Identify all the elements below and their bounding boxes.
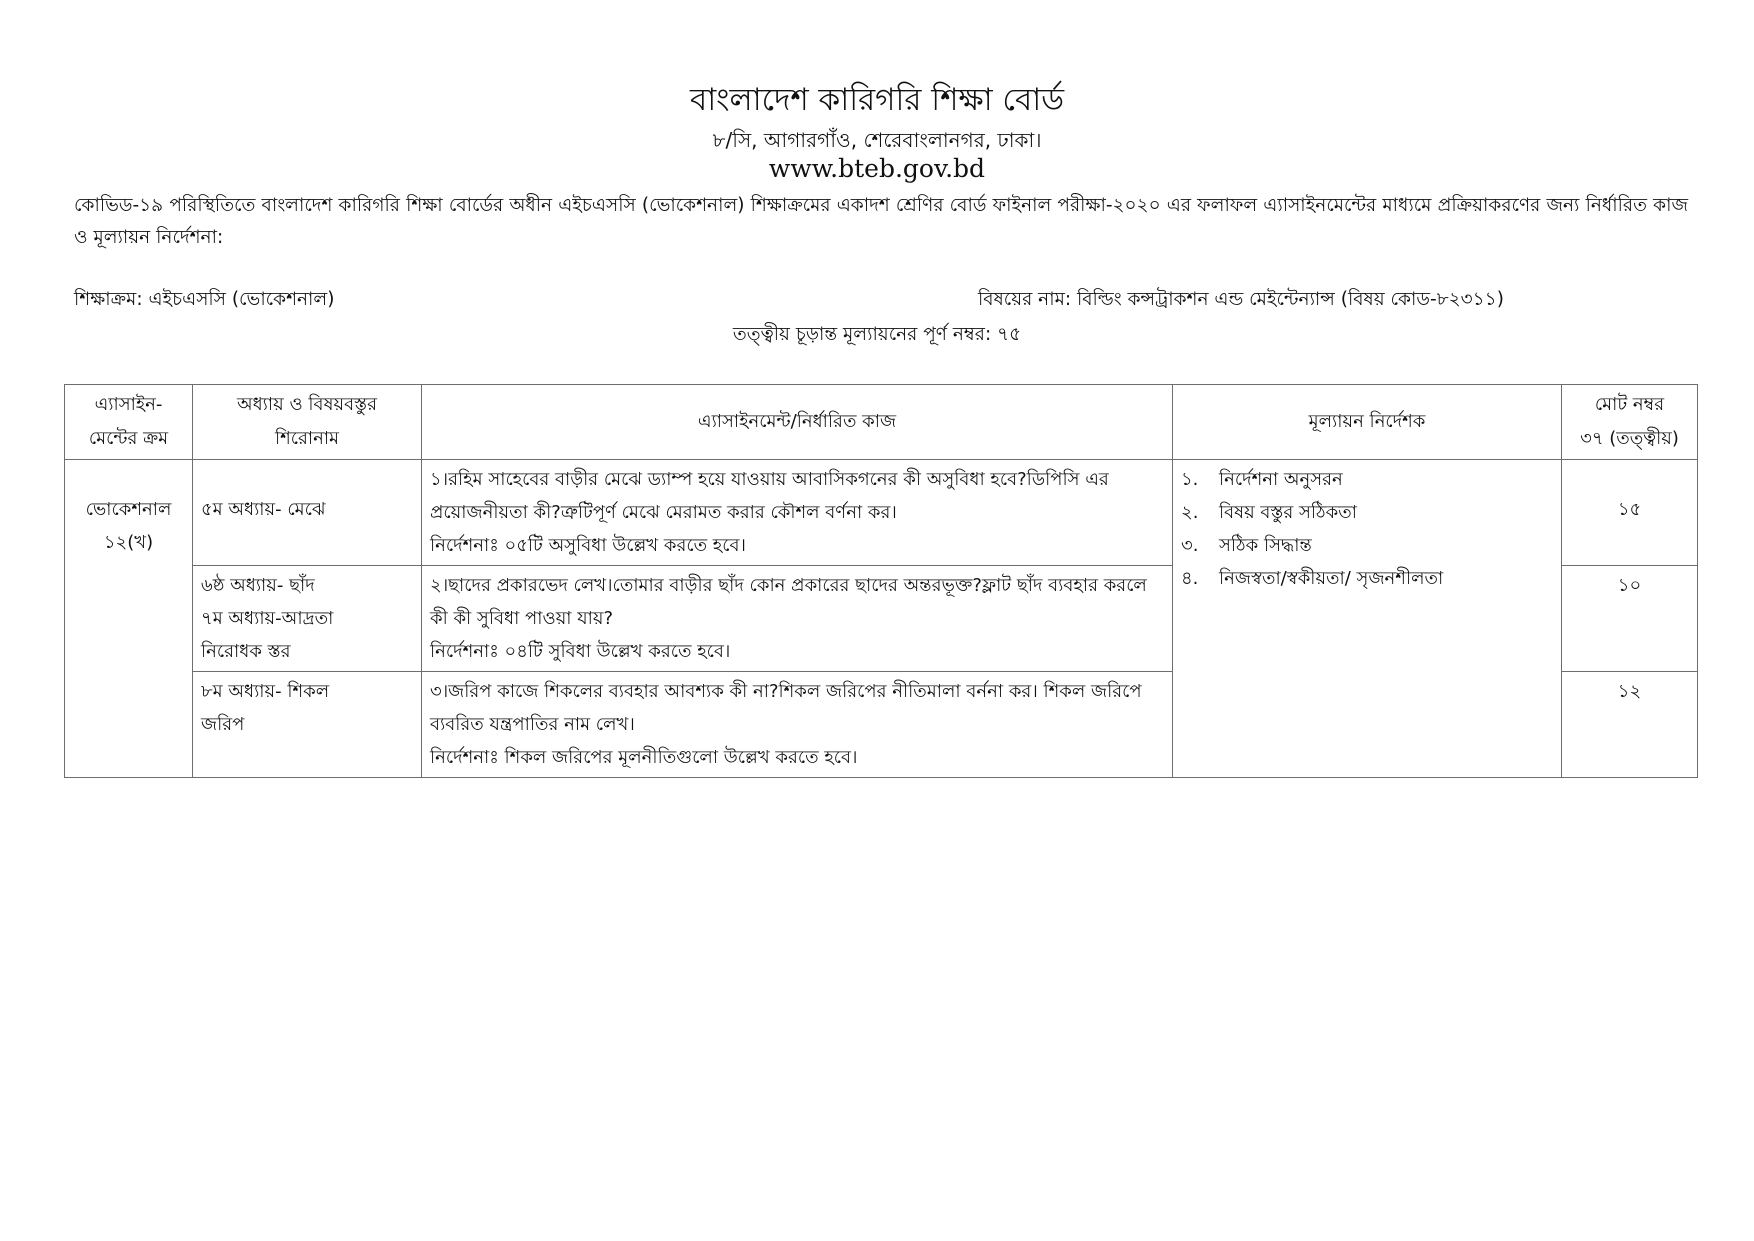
chapter-line: ৮ম অধ্যায়- শিকল [201, 681, 330, 702]
group-cell [65, 460, 193, 778]
group-line: ভোকেশনাল [85, 499, 172, 520]
criteria-number: ২. [1181, 502, 1199, 523]
task-text: ২।ছাদের প্রকারভেদ লেখ।তোমার বাড়ীর ছাঁদ কোন প্রকারের ছাদের অন্তরভূক্ত?ফ্লাট ছাঁদ ব্যবহার করলে কী কী সুবিধা পাওয়া যায়? [430, 575, 1147, 629]
header-marks-line: ৩৭ (তত্ত্বীয়) [1580, 428, 1679, 449]
list-item [1181, 496, 1553, 529]
header-chapter [193, 385, 422, 460]
header-serial [65, 385, 193, 460]
task-cell [422, 672, 1173, 778]
header-marks-line: মোট নম্বর [1594, 394, 1665, 415]
criteria-text: সঠিক সিদ্ধান্ত [1219, 535, 1312, 556]
criteria-cell [1173, 460, 1562, 778]
chapter-cell [193, 566, 422, 672]
board-website: www.bteb.gov.bd [768, 154, 986, 183]
header-chapter-line: শিরোনাম [274, 428, 340, 449]
criteria-list [1181, 463, 1553, 595]
marks-value: ১২ [1617, 681, 1642, 702]
subject-label: বিষয়ের নাম: বিল্ডিং কন্সট্রাকশন এন্ড মেইন্টেন্যান্স (বিষয় কোড-৮২৩১১) [978, 289, 1504, 310]
chapter-line: ৭ম অধ্যায়-আদ্রতা [201, 608, 334, 629]
criteria-number: ১. [1181, 469, 1199, 490]
marks-cell [1562, 566, 1698, 672]
chapter-cell [193, 460, 422, 566]
header-serial-line: এ্যাসাইন- [94, 394, 163, 415]
task-cell [422, 566, 1173, 672]
board-address: ৮/সি, আগারগাঁও, শেরেবাংলানগর, ঢাকা। [712, 128, 1042, 152]
header-serial-line: মেন্টের ক্রম [88, 428, 169, 449]
list-item [1181, 529, 1553, 562]
chapter-line: জরিপ [201, 714, 245, 735]
task-instruction: নির্দেশনাঃ ০৪টি সুবিধা উল্লেখ করতে হবে। [430, 641, 731, 662]
intro-paragraph: কোভিড-১৯ পরিস্থিতিতে বাংলাদেশ কারিগরি শিক্ষা বোর্ডের অধীন এইচএসসি (ভোকেশনাল) শিক্ষাক্রমের একাদশ শ্রেণির বোর্ড ফাইনাল পরীক্ষা-২০২০ এর ফলাফল এ্যাসাইনমেন্টের মাধ্যমে প্রক্রিয়াকরণের জন্য নির্ধারিত কাজ ও মূল্যায়ন নির্দেশনা: [74, 195, 1688, 248]
header-chapter-line: অধ্যায় ও বিষয়বস্তুর [237, 394, 377, 415]
criteria-number: ৪. [1181, 568, 1199, 589]
header-marks [1562, 385, 1698, 460]
header-task: এ্যাসাইনমেন্ট/নির্ধারিত কাজ [422, 385, 1173, 460]
table-row [65, 460, 1698, 566]
task-instruction: নির্দেশনাঃ ০৫টি অসুবিধা উল্লেখ করতে হবে। [430, 535, 746, 556]
chapter-line: নিরোধক স্তর [201, 641, 291, 662]
task-instruction: নির্দেশনাঃ শিকল জরিপের মূলনীতিগুলো উল্লেখ করতে হবে। [430, 747, 858, 768]
criteria-text: নিজস্বতা/স্বকীয়তা/ সৃজনশীলতা [1219, 568, 1444, 589]
curriculum-label: শিক্ষাক্রম: এইচএসসি (ভোকেশনাল) [74, 289, 335, 310]
criteria-text: বিষয় বস্তুর সঠিকতা [1219, 502, 1357, 523]
task-text: ১।রহিম সাহেবের বাড়ীর মেঝে ড্যাম্প হয়ে যাওয়ায় আবাসিকগনের কী অসুবিধা হবে?ডিপিসি এর প্রয়োজনীয়তা কী?ত্রুটিপূর্ণ মেঝে মেরামত করার কৌশল বর্ণনা কর। [430, 469, 1109, 523]
chapter-line: ৬ষ্ঠ অধ্যায়- ছাঁদ [201, 575, 315, 596]
criteria-text: নির্দেশনা অনুসরন [1219, 469, 1343, 490]
group-line: ১২(খ) [103, 532, 154, 553]
full-marks-label: তত্ত্বীয় চূড়ান্ত মূল্যায়নের পূর্ণ নম্বর: ৭৫ [732, 324, 1022, 345]
task-text: ৩।জরিপ কাজে শিকলের ব্যবহার আবশ্যক কী না?শিকল জরিপের নীতিমালা বর্ননা কর। শিকল জরিপে ব্যবরিত যন্ত্রপাতির নাম লেখ। [430, 681, 1142, 735]
chapter-line: ৫ম অধ্যায়- মেঝে [201, 499, 326, 520]
header-criteria: মূল্যায়ন নির্দেশক [1173, 385, 1562, 460]
list-item [1181, 562, 1553, 595]
board-title: বাংলাদেশ কারিগরি শিক্ষা বোর্ড [689, 82, 1065, 118]
chapter-cell [193, 672, 422, 778]
list-item [1181, 463, 1553, 496]
marks-value: ১৫ [1617, 499, 1642, 520]
marks-value: ১০ [1617, 575, 1642, 596]
criteria-number: ৩. [1181, 535, 1199, 556]
table-header-row [65, 385, 1698, 460]
assignment-table [64, 384, 1698, 778]
marks-cell [1562, 460, 1698, 566]
task-cell [422, 460, 1173, 566]
marks-cell [1562, 672, 1698, 778]
